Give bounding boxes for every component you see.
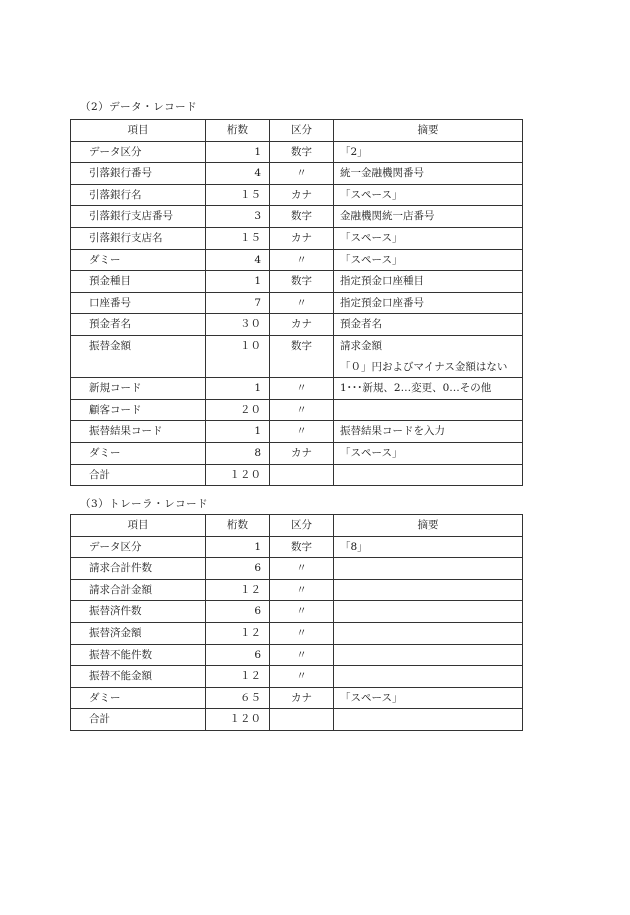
cell-digits: 1 [206, 536, 270, 558]
note-line: 振替結果コードを入力 [340, 425, 445, 438]
cell-note [334, 399, 523, 421]
table-row [71, 314, 523, 336]
cell-note [334, 601, 523, 623]
cell-item: ダミー [71, 442, 206, 464]
cell-item: 振替不能件数 [71, 644, 206, 666]
cell-kind: 数字 [270, 206, 334, 228]
header-digits: 桁数 [206, 515, 270, 537]
cell-note [334, 335, 523, 377]
cell-kind: 数字 [270, 271, 334, 293]
cell-item: 引落銀行名 [71, 184, 206, 206]
note-line: 「8」 [340, 540, 368, 553]
cell-note [334, 184, 523, 206]
cell-note [334, 536, 523, 558]
trailer-record-table [70, 514, 523, 731]
data-record-title: （2）データ・レコード [80, 101, 198, 113]
cell-kind: 〃 [270, 249, 334, 271]
cell-item: 請求合計金額 [71, 579, 206, 601]
note-line [340, 601, 522, 622]
note-line: 「スペース」 [340, 188, 403, 201]
cell-digits: １０ [206, 335, 270, 377]
cell-item: 請求合計件数 [71, 558, 206, 580]
note-line: 「スペース」 [340, 446, 403, 459]
cell-digits: 6 [206, 644, 270, 666]
note-line [340, 666, 522, 687]
cell-item: 振替済金額 [71, 622, 206, 644]
trailer-record-title: （3）トレーラ・レコード [80, 498, 209, 510]
cell-digits: 1 [206, 141, 270, 163]
table-row [71, 249, 523, 271]
cell-kind: 〃 [270, 163, 334, 185]
cell-kind: 〃 [270, 644, 334, 666]
table-row [71, 579, 523, 601]
note-line: 預金者名 [340, 318, 382, 331]
cell-digits: １５ [206, 184, 270, 206]
cell-kind: カナ [270, 227, 334, 249]
cell-kind: 〃 [270, 622, 334, 644]
cell-note [334, 163, 523, 185]
table-row [71, 163, 523, 185]
cell-digits: 7 [206, 292, 270, 314]
table-row [71, 421, 523, 443]
cell-kind: カナ [270, 314, 334, 336]
cell-kind: 〃 [270, 378, 334, 400]
table-row [71, 601, 523, 623]
cell-kind [270, 464, 334, 486]
note-line [340, 558, 522, 579]
cell-item: 預金種目 [71, 271, 206, 293]
table-row [71, 709, 523, 731]
table-row [71, 442, 523, 464]
cell-kind: カナ [270, 442, 334, 464]
cell-digits: １２０ [206, 464, 270, 486]
cell-digits: ２０ [206, 399, 270, 421]
cell-digits: ３０ [206, 314, 270, 336]
table-row [71, 536, 523, 558]
cell-item: 合計 [71, 709, 206, 731]
cell-item: 引落銀行支店名 [71, 227, 206, 249]
note-line: 指定預金口座番号 [340, 296, 424, 309]
cell-kind: カナ [270, 184, 334, 206]
cell-note [334, 558, 523, 580]
note-line: 「０」円およびマイナス金額はない [340, 360, 508, 373]
cell-note [334, 314, 523, 336]
table-row [71, 666, 523, 688]
cell-item: 口座番号 [71, 292, 206, 314]
cell-note [334, 442, 523, 464]
table-row [71, 184, 523, 206]
cell-note [334, 579, 523, 601]
cell-kind: 〃 [270, 399, 334, 421]
note-line: 「スペース」 [340, 691, 403, 704]
cell-item: 新規コード [71, 378, 206, 400]
cell-kind: 数字 [270, 335, 334, 377]
cell-digits: １２ [206, 579, 270, 601]
cell-digits: １２０ [206, 709, 270, 731]
cell-kind: 〃 [270, 666, 334, 688]
cell-item: データ区分 [71, 536, 206, 558]
cell-item: 振替金額 [71, 335, 206, 377]
note-line: 「2」 [340, 145, 368, 158]
cell-note [334, 271, 523, 293]
cell-item: 引落銀行支店番号 [71, 206, 206, 228]
table-row [71, 227, 523, 249]
cell-item: 振替済件数 [71, 601, 206, 623]
note-line: 1･･･新規、2…変更、0…その他 [340, 382, 492, 395]
cell-item: 引落銀行番号 [71, 163, 206, 185]
table-row [71, 687, 523, 709]
cell-kind: 〃 [270, 421, 334, 443]
cell-note [334, 709, 523, 731]
table-header-row [71, 515, 523, 537]
note-line [340, 709, 522, 730]
cell-digits: 1 [206, 421, 270, 443]
cell-digits: 1 [206, 271, 270, 293]
cell-kind: 〃 [270, 558, 334, 580]
note-line [340, 400, 522, 421]
cell-digits: 4 [206, 249, 270, 271]
table-row [71, 292, 523, 314]
cell-item: 振替結果コード [71, 421, 206, 443]
cell-digits: １５ [206, 227, 270, 249]
cell-note [334, 421, 523, 443]
table-header-row [71, 120, 523, 142]
cell-item: データ区分 [71, 141, 206, 163]
note-line [340, 580, 522, 601]
table-row [71, 206, 523, 228]
header-kind: 区分 [270, 515, 334, 537]
cell-note [334, 141, 523, 163]
cell-note [334, 378, 523, 400]
cell-digits: 6 [206, 601, 270, 623]
table-row [71, 271, 523, 293]
cell-note [334, 227, 523, 249]
table-row [71, 335, 523, 377]
note-line: 金融機関統一店番号 [340, 210, 435, 223]
cell-digits: ６５ [206, 687, 270, 709]
cell-item: 振替不能金額 [71, 666, 206, 688]
cell-note [334, 249, 523, 271]
cell-kind: 〃 [270, 579, 334, 601]
header-kind: 区分 [270, 120, 334, 142]
data-record-table [70, 119, 523, 486]
note-line: 「スペース」 [340, 253, 403, 266]
cell-note [334, 644, 523, 666]
note-line: 指定預金口座種目 [340, 275, 424, 288]
cell-digits: 1 [206, 378, 270, 400]
cell-kind: 数字 [270, 141, 334, 163]
header-digits: 桁数 [206, 120, 270, 142]
table-row [71, 464, 523, 486]
cell-kind: カナ [270, 687, 334, 709]
cell-note [334, 464, 523, 486]
note-line [340, 623, 522, 644]
note-line: 「スペース」 [340, 231, 403, 244]
note-line: 請求金額 [340, 339, 382, 352]
cell-item: ダミー [71, 687, 206, 709]
header-note: 摘要 [334, 515, 523, 537]
cell-digits: 8 [206, 442, 270, 464]
cell-item: 顧客コード [71, 399, 206, 421]
note-line [340, 465, 522, 486]
table-row [71, 622, 523, 644]
cell-item: 合計 [71, 464, 206, 486]
cell-digits: １２ [206, 622, 270, 644]
note-line [340, 645, 522, 666]
cell-digits: 6 [206, 558, 270, 580]
header-item: 項目 [71, 515, 206, 537]
cell-item: 預金者名 [71, 314, 206, 336]
cell-item: ダミー [71, 249, 206, 271]
cell-note [334, 666, 523, 688]
note-line: 統一金融機関番号 [340, 167, 424, 180]
table-row [71, 558, 523, 580]
table-row [71, 399, 523, 421]
header-item: 項目 [71, 120, 206, 142]
cell-digits: 4 [206, 163, 270, 185]
table-row [71, 141, 523, 163]
cell-kind: 〃 [270, 292, 334, 314]
cell-digits: １２ [206, 666, 270, 688]
table-row [71, 378, 523, 400]
header-note: 摘要 [334, 120, 523, 142]
cell-note [334, 622, 523, 644]
cell-digits: 3 [206, 206, 270, 228]
table-row [71, 644, 523, 666]
cell-note [334, 687, 523, 709]
cell-kind: 〃 [270, 601, 334, 623]
cell-kind: 数字 [270, 536, 334, 558]
cell-note [334, 206, 523, 228]
cell-kind [270, 709, 334, 731]
cell-note [334, 292, 523, 314]
